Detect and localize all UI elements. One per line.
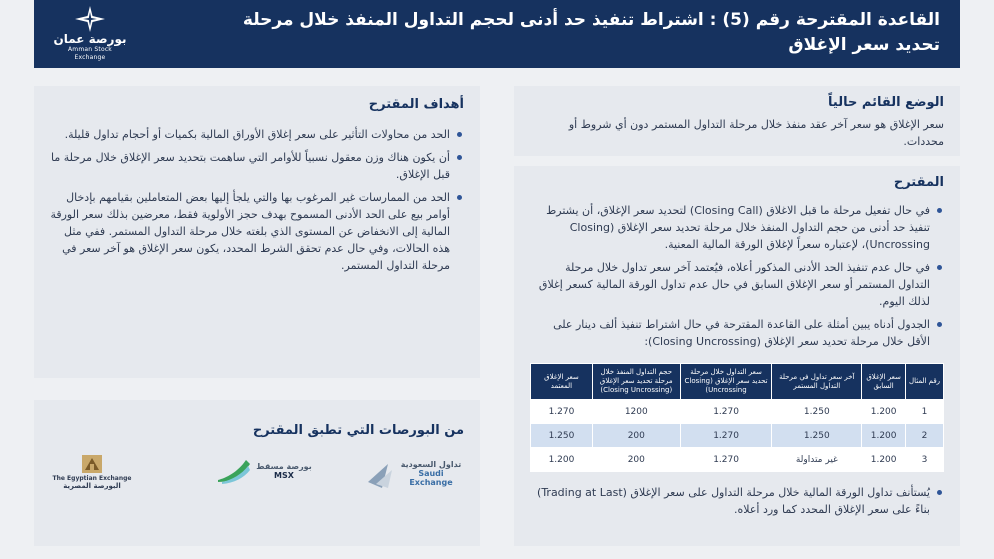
exchange-logos (50, 458, 464, 498)
table-cell: 1.270 (680, 400, 772, 424)
msx-name-ar: بورصة مسقط (256, 462, 312, 471)
ase-logo (52, 6, 128, 62)
table-cell: 1.200 (862, 448, 906, 472)
table-cell: 2 (906, 424, 944, 448)
proposal-item: في حال تفعيل مرحلة ما قبل الاغلاق (Closing Call) لتحديد سعر الإغلاق، أن يشترط تنفيذ حد أدنى من حجم التداول المنفذ خلال مرحلة تحديد سعر الإغلاق (Closing Uncrossing)، لإعتباره سعراً لإغلاق الورقة المالية المعنية. (530, 202, 944, 253)
star-icon (75, 6, 105, 32)
col-header: حجم التداول المنفذ خلال مرحلة تحديد سعر الإغلاق (Closing Uncrossing) (592, 364, 680, 400)
proposal-heading: المقترح (893, 175, 944, 190)
table-cell: 1.270 (680, 448, 772, 472)
table-header-row (531, 364, 944, 400)
egyptian-exchange-logo (50, 458, 134, 490)
proposal-list (530, 202, 944, 350)
table-row (531, 424, 944, 448)
table-cell: 1.200 (862, 424, 906, 448)
header-banner (34, 0, 960, 68)
goal-item: أن يكون هناك وزن معقول نسبياً للأوامر التي ساهمت بتحديد سعر الإغلاق خلال مرحلة ما قبل الإغلاق. (50, 149, 464, 183)
exchanges-heading: من البورصات التي تطبق المقترح (252, 423, 464, 438)
table-cell: 1200 (592, 400, 680, 424)
egx-name-en: The Egyptian Exchange (52, 475, 132, 482)
goals-panel (34, 86, 480, 378)
col-header: سعر الإغلاق المعتمد (531, 364, 593, 400)
current-status-panel (514, 86, 960, 156)
page-title: القاعدة المقترحة رقم (5) : اشتراط تنفيذ حد أدنى لحجم التداول المنفذ خلال مرحلة تحديد سعر الإغلاق (242, 10, 940, 55)
proposal-panel (514, 166, 960, 546)
proposal-item: الجدول أدناه يبين أمثلة على القاعدة المقترحة في حال اشتراط تنفيذ ألف دينار على الأقل خلال مرحلة تحديد سعر الإغلاق (Closing Uncrossing): (530, 316, 944, 350)
table-cell: 1.250 (772, 424, 862, 448)
current-heading: الوضع القائم حالياً (828, 95, 944, 110)
saudi-name-en: Saudi Exchange (409, 469, 453, 487)
egx-icon (81, 454, 103, 474)
goal-item: الحد من محاولات التأثير على سعر إغلاق الأوراق المالية بكميات أو أحجام تداول قليلة. (50, 126, 464, 143)
table-cell: 1.250 (772, 400, 862, 424)
goals-heading: أهداف المقترح (368, 97, 464, 112)
col-header: آخر سعر تداول في مرحلة التداول المستمر (772, 364, 862, 400)
egx-name-ar: البورصة المصرية (63, 482, 121, 490)
table-cell: غير متداولة (772, 448, 862, 472)
col-header: سعر الإغلاق السابق (862, 364, 906, 400)
footer-list (530, 484, 944, 518)
table-cell: 1.270 (531, 400, 593, 424)
goals-list (50, 126, 464, 274)
msx-icon (216, 458, 252, 484)
logo-text-en: Amman Stock Exchange (68, 46, 112, 61)
table-cell: 1.250 (531, 424, 593, 448)
proposal-item: في حال عدم تنفيذ الحد الأدنى المذكور أعلاه، فيُعتمد آخر سعر تداول خلال مرحلة التداول المستمر أو سعر الإغلاق السابق في حال عدم تداول الورقة المالية كسعر إغلاق لذلك اليوم. (530, 259, 944, 310)
goal-item: الحد من الممارسات غير المرغوب بها والتي يلجأ إليها بعض المتعاملين بقيامهم بإدخال أوامر بيع على الحد الأدنى المسموح بهدف حجز الأولوية فقط، معرضين بذلك سعر الورقة المالية إلى الانخفاض عن المستوى الذي بلغته خلال مرحلة التداول المستمر. ففي مثل هذه الحالات، وفي حال عدم تحقق الشرط المحدد، يكون سعر الإغلاق هو آخر سعر في مرحلة التداول المستمر. (50, 189, 464, 274)
table-cell: 1.200 (531, 448, 593, 472)
table-cell: 1.270 (680, 424, 772, 448)
footer-item: يُستأنف تداول الورقة المالية خلال مرحلة التداول على سعر الإغلاق (Trading at Last) بناءً على سعر الإغلاق المحدد كما ورد أعلاه. (530, 484, 944, 518)
table-row (531, 400, 944, 424)
proposal-footer (530, 484, 944, 524)
examples-table (530, 363, 944, 472)
saudi-name-ar: تداول السعودية (400, 460, 462, 469)
exchanges-panel (34, 400, 480, 546)
table-cell: 200 (592, 448, 680, 472)
table-row (531, 448, 944, 472)
table-cell: 200 (592, 424, 680, 448)
table-cell: 3 (906, 448, 944, 472)
col-header: سعر التداول خلال مرحلة تحديد سعر الإغلاق (Closing Uncrossing) (680, 364, 772, 400)
current-text: سعر الإغلاق هو سعر آخر عقد منفذ خلال مرحلة التداول المستمر دون أي شروط أو محددات. (568, 118, 944, 148)
table-cell: 1 (906, 400, 944, 424)
table-cell: 1.200 (862, 400, 906, 424)
msx-name-en: MSX (274, 471, 294, 480)
logo-text-ar: بورصة عمان (53, 32, 127, 46)
col-header: رقم المثال (906, 364, 944, 400)
